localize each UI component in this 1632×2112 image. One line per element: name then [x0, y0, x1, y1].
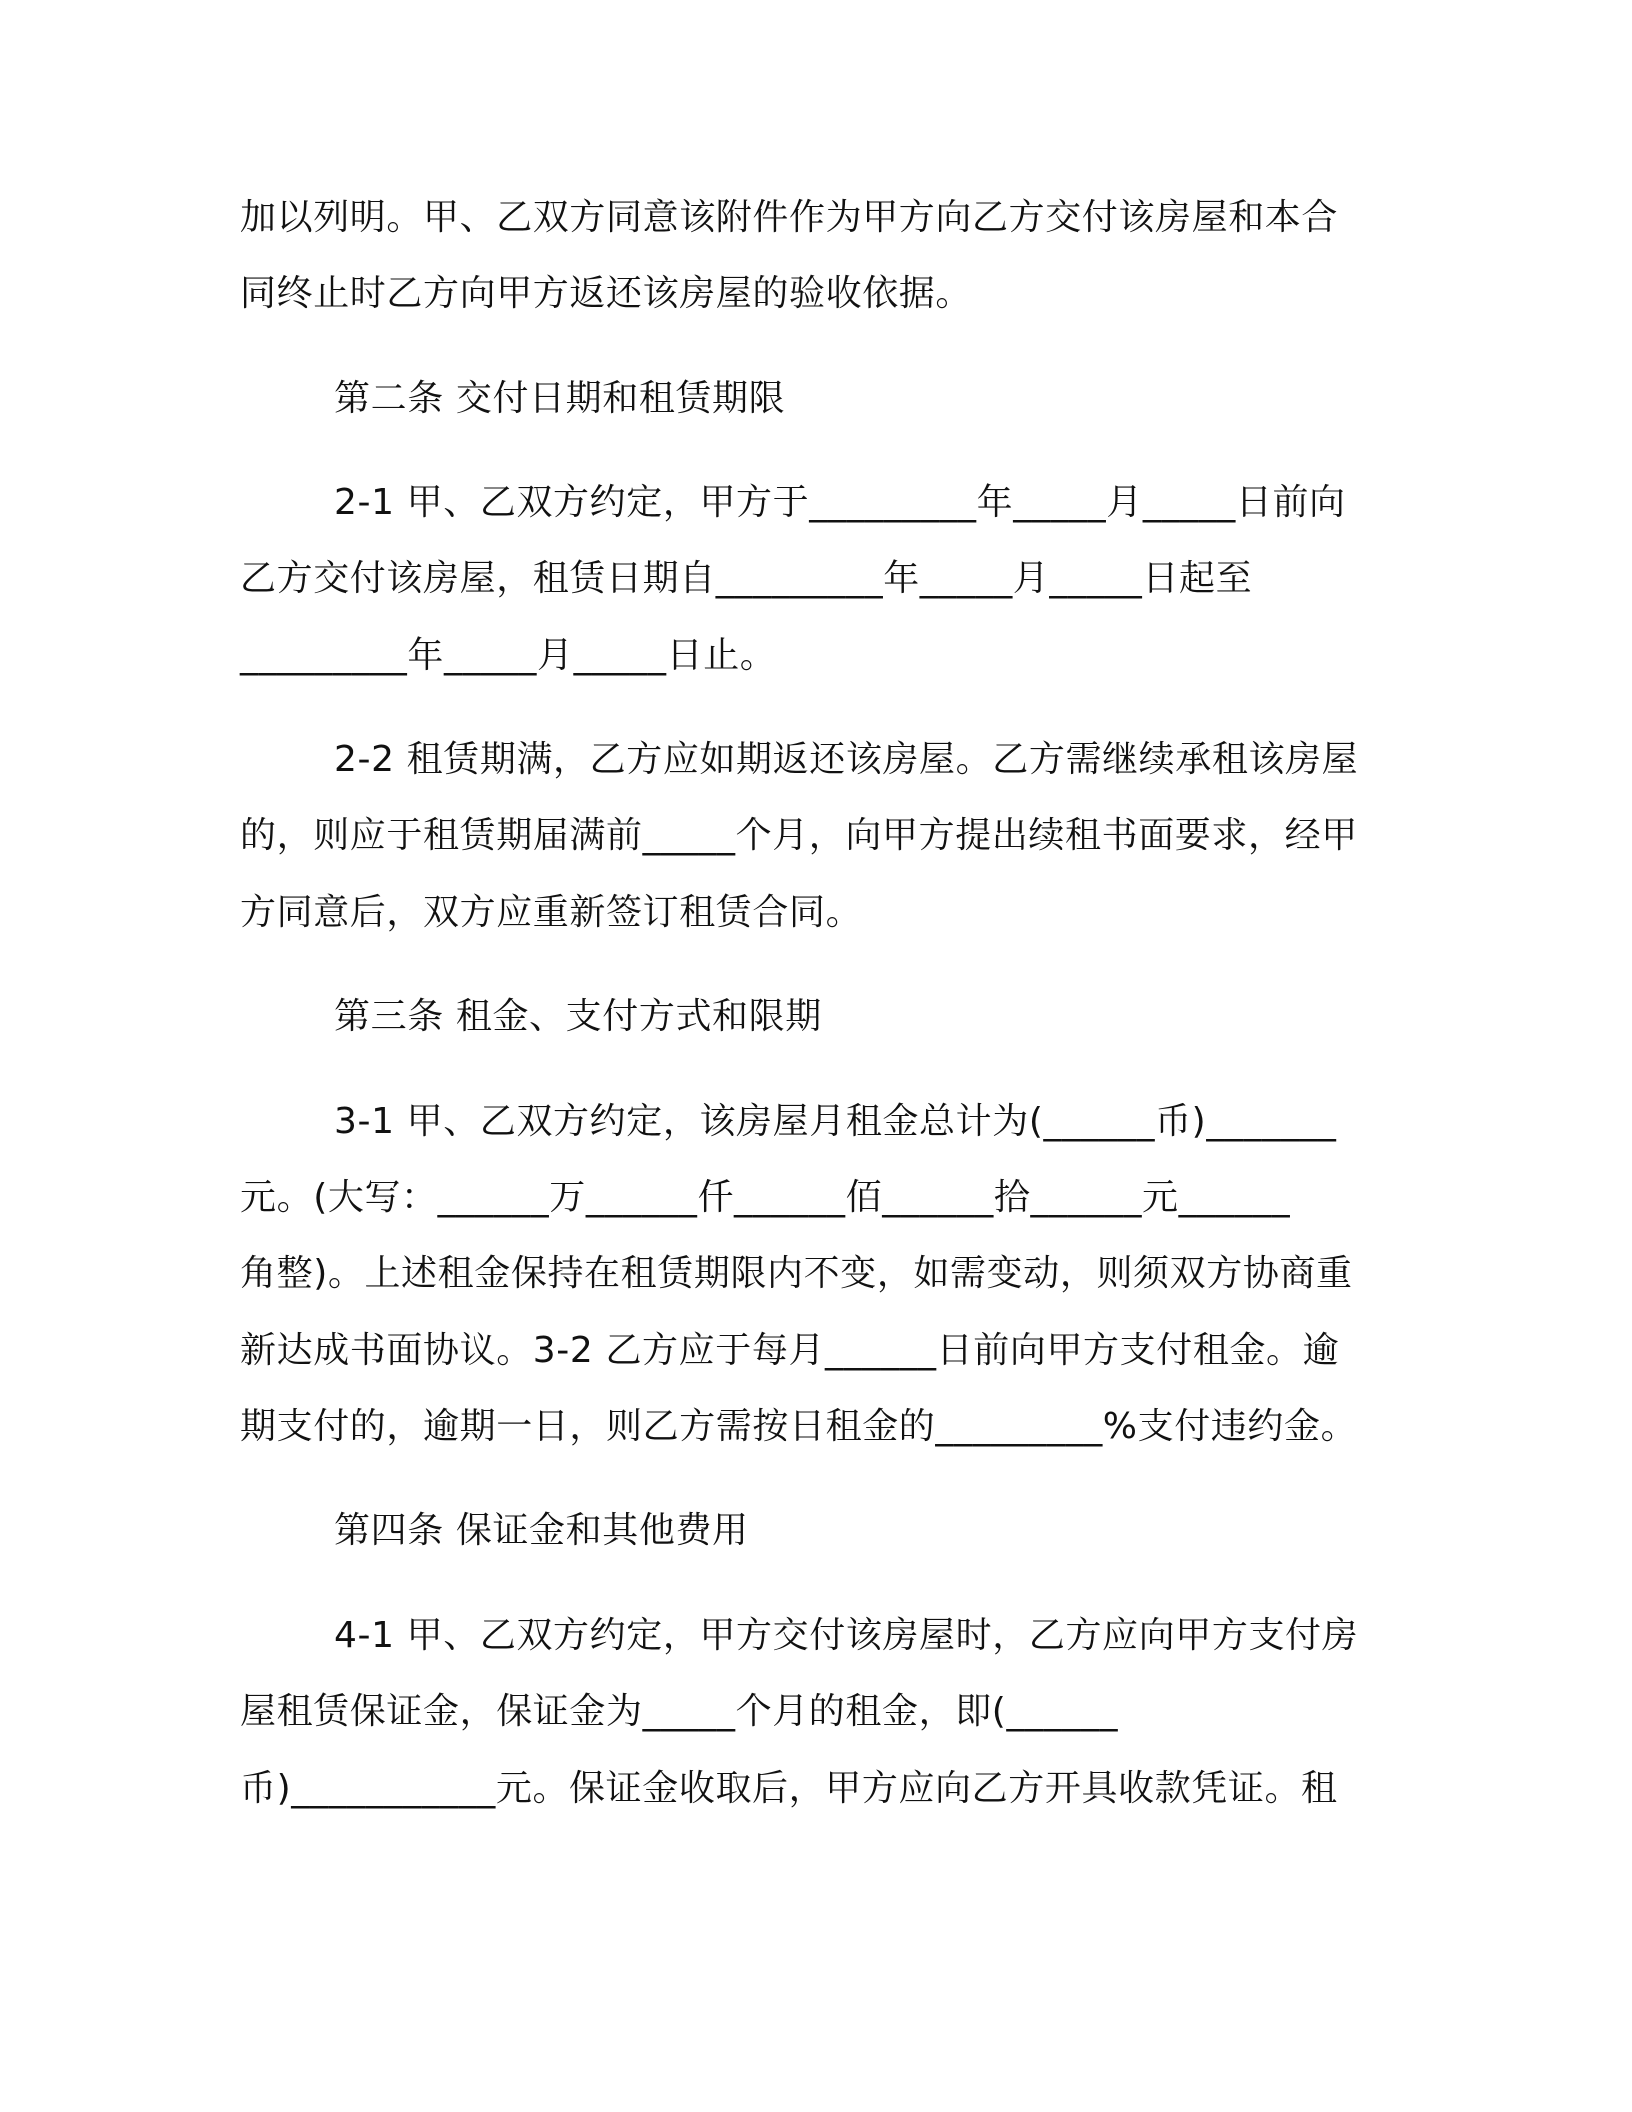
clause-line: 期支付的，逾期一日，则乙方需按日租金的_________%支付违约金。: [240, 1406, 1358, 1447]
clause-line: 2-1 甲、乙双方约定，甲方于_________年_____月_____日前向: [334, 482, 1346, 523]
section-heading: 第二条 交付日期和租赁期限: [334, 378, 786, 419]
clause-line: 元。(大写：______万______仟______佰______拾______元______: [240, 1177, 1291, 1218]
clause-line: 4-1 甲、乙双方约定，甲方交付该房屋时，乙方应向甲方支付房: [334, 1615, 1359, 1656]
paragraph-line: 加以列明。甲、乙双方同意该附件作为甲方向乙方交付该房屋和本合: [240, 197, 1339, 238]
clause-line: _________年_____月_____日止。: [240, 635, 777, 676]
section-heading: 第四条 保证金和其他费用: [334, 1510, 749, 1551]
clause-line: 2-2 租赁期满，乙方应如期返还该房屋。乙方需继续承租该房屋: [334, 739, 1359, 780]
section-heading: 第三条 租金、支付方式和限期: [334, 996, 822, 1037]
clause-line: 方同意后，双方应重新签订租赁合同。: [240, 892, 863, 933]
clause-line: 3-1 甲、乙双方约定，该房屋月租金总计为(______币)_______: [334, 1101, 1337, 1142]
clause-line: 角整)。上述租金保持在租赁期限内不变，如需变动，则须双方协商重: [240, 1253, 1353, 1294]
paragraph-line: 同终止时乙方向甲方返还该房屋的验收依据。: [240, 273, 973, 314]
clause-line: 屋租赁保证金，保证金为_____个月的租金，即(______: [240, 1691, 1119, 1732]
clause-line: 新达成书面协议。3-2 乙方应于每月______日前向甲方支付租金。逾: [240, 1330, 1340, 1371]
clause-line: 币)___________元。保证金收取后，甲方应向乙方开具收款凭证。租: [240, 1768, 1338, 1809]
clause-line: 的，则应于租赁期届满前_____个月，向甲方提出续租书面要求，经甲: [240, 815, 1358, 856]
clause-line: 乙方交付该房屋，租赁日期自_________年_____月_____日起至: [240, 558, 1253, 599]
